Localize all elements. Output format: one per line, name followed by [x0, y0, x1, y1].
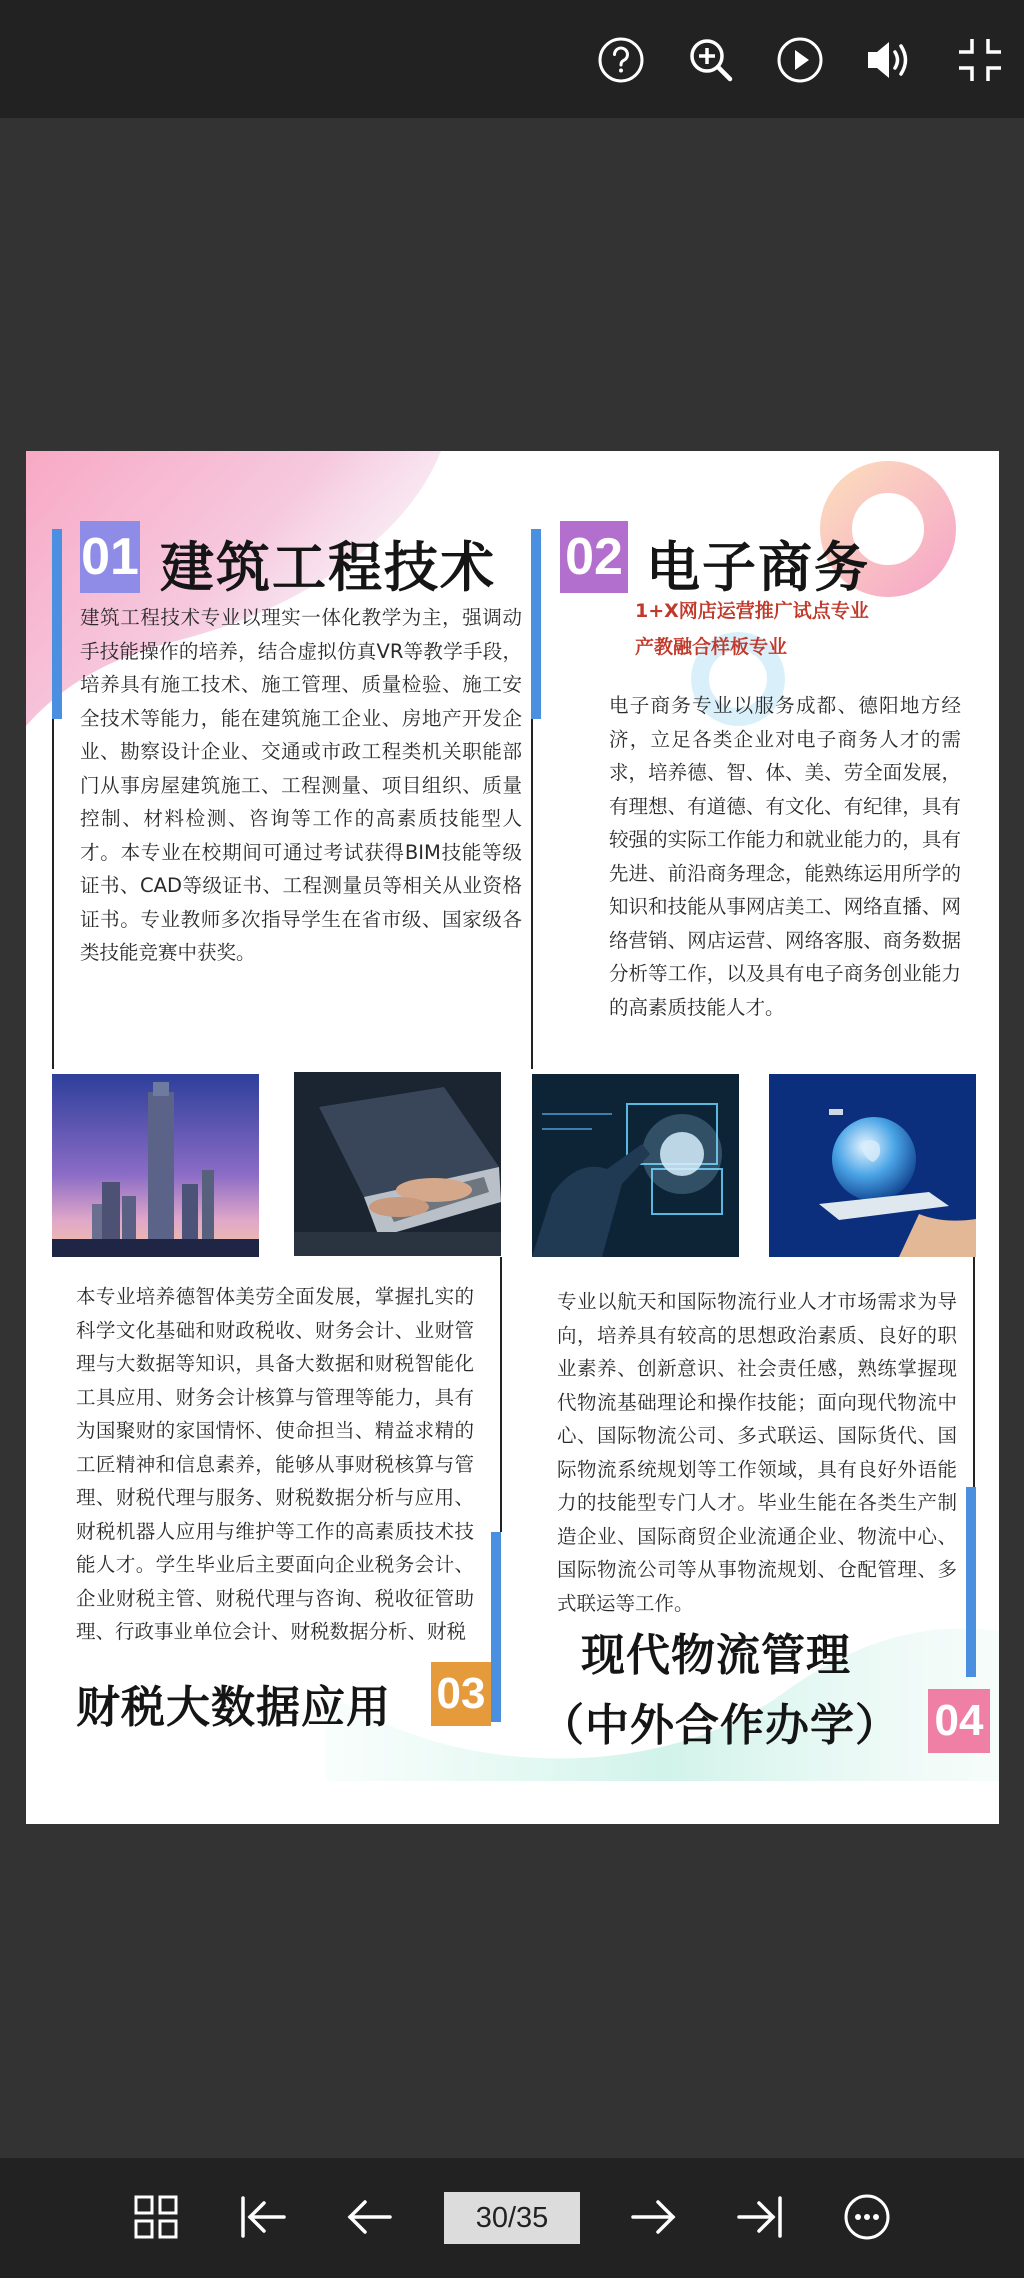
zoom-in-icon[interactable] [681, 30, 741, 90]
volume-icon[interactable] [861, 30, 921, 90]
laptop-typing-photo [294, 1072, 501, 1256]
section-body-02: 电子商务专业以服务成都、德阳地方经济，立足各类企业对电子商务人才的需求，培养德、智、体、美、劳全面发展，有理想、有道德、有文化、有纪律，具有较强的实际工作能力和就业能力的，具有先进、前沿商务理念，能熟练运用所学的知识和技能从事网店美工、网络直播、网络营销、网店运营、网络客服、商务数据分析等工作，以及具有电子商务创业能力的高素质技能人才。 [609, 694, 961, 1019]
section-title-02: 电子商务 [646, 536, 870, 599]
section-subtitle-02-line2: 产教融合样板专业 [635, 636, 788, 658]
page-indicator[interactable]: 30/35 [444, 2192, 580, 2244]
section-title-03: 财税大数据应用 [76, 1682, 391, 1733]
next-page-icon[interactable] [622, 2185, 686, 2249]
thumbnails-icon[interactable] [124, 2185, 188, 2249]
more-icon[interactable] [835, 2185, 899, 2249]
divider-line [52, 719, 54, 1069]
divider-line [500, 1257, 502, 1532]
section-number-03: 03 [431, 1662, 491, 1726]
section-body-01: 建筑工程技术专业以理实一体化教学为主，强调动手技能操作的培养，结合虚拟仿真VR等教学手段，培养具有施工技术、施工管理、质量检验、施工安全技术等能力，能在建筑施工企业、房地产开发企业、勘察设计企业、交通或市政工程类机关职能部门从事房屋建筑施工、工程测量、项目组织、质量控制、材料检测、咨询等工作的高素质技能型人才。本专业在校期间可通过考试获得BIM技能等级证书、CAD等级证书、工程测量员等相关从业资格证书。专业教师多次指导学生在省市级、国家级各类技能竞赛中获奖。 [80, 606, 522, 964]
divider-line [531, 719, 533, 1069]
section-subtitle-02-line1: 1+X网店运营推广试点专业 [635, 600, 869, 622]
last-page-icon[interactable] [728, 2185, 792, 2249]
bottom-navbar [0, 2158, 1024, 2278]
section-body-03: 本专业培养德智体美劳全面发展，掌握扎实的科学文化基础和财政税收、财务会计、业财管理与大数据等知识，具备大数据和财税智能化工具应用、财务会计核算与管理等能力，具有为国聚财的家国情怀、使命担当、精益求精的工匠精神和信息素养，能够从事财税核算与管理、财税代理与服务、财税数据分析与应用、财税机器人应用与维护等工作的高素质技术技能人才。学生毕业后主要面向企业税务会计、企业财税主管、财税代理与咨询、税收征管助理、行政事业单位会计、财税数据分析、财税 [76, 1285, 474, 1643]
top-toolbar [0, 0, 1024, 118]
accent-bar [52, 529, 62, 719]
globe-tablet-photo [769, 1074, 976, 1257]
accent-bar [966, 1487, 976, 1677]
divider-line [973, 1257, 975, 1487]
section-number-01: 01 [80, 521, 140, 593]
document-page [26, 451, 999, 1824]
city-skyline-photo [52, 1074, 259, 1257]
accent-bar [531, 529, 541, 719]
previous-page-icon[interactable] [337, 2185, 401, 2249]
tech-hand-photo [532, 1074, 739, 1257]
section-number-04: 04 [928, 1689, 990, 1753]
accent-bar [491, 1532, 501, 1722]
play-icon[interactable] [770, 30, 830, 90]
exit-fullscreen-icon[interactable] [950, 30, 1010, 90]
section-number-02: 02 [560, 521, 628, 593]
help-icon[interactable] [591, 30, 651, 90]
section-body-04: 专业以航天和国际物流行业人才市场需求为导向，培养具有较高的思想政治素质、良好的职业素养、创新意识、社会责任感，熟练掌握现代物流基础理论和操作技能；面向现代物流中心、国际物流公司、多式联运、国际货代、国际物流系统规划等工作领域，具有良好外语能力的技能型专门人才。毕业生能在各类生产制造企业、国际商贸企业流通企业、物流中心、国际物流公司等从事物流规划、仓配管理、多式联运等工作。 [557, 1290, 957, 1615]
section-title-04-line1: 现代物流管理 [581, 1630, 851, 1681]
section-title-04-line2: （中外合作办学） [540, 1700, 900, 1751]
section-title-01: 建筑工程技术 [160, 536, 496, 599]
first-page-icon[interactable] [231, 2185, 295, 2249]
